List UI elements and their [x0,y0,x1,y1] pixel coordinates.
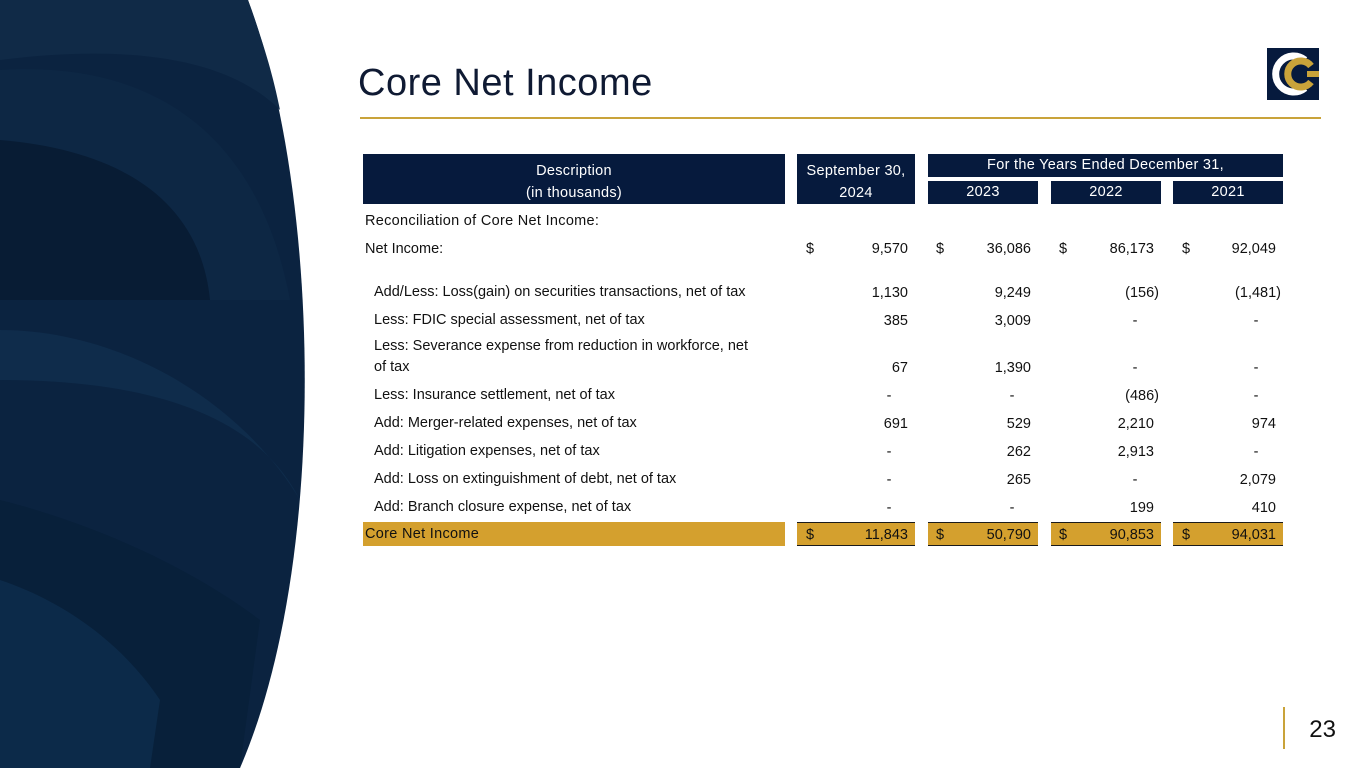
total-value-2022: 90,853 [1109,527,1154,543]
september-header-line1: September 30, [806,163,906,179]
year-2022-header: 2022 [1051,181,1161,204]
row-label: Less: Insurance settlement, net of tax [374,387,615,403]
september-header-line2: 2024 [839,185,873,201]
description-header [363,154,785,204]
value-2021: 2,079 [1239,472,1276,488]
value-2023: 265 [1006,472,1031,488]
value-2021: - [1253,360,1259,376]
dollar-sign: $ [1059,241,1068,257]
value-2022: - [1132,360,1138,376]
value-2021: 974 [1251,416,1276,432]
row-label: Add: Branch closure expense, net of tax [374,499,632,515]
background-logo-art [0,0,320,768]
value-sep-2024: - [886,500,892,516]
value-2023: - [1009,500,1015,516]
description-header-subtitle: (in thousands) [525,185,623,201]
row-label-line1: Less: Severance expense from reduction in workforce, net [374,338,748,354]
dollar-sign: $ [936,527,945,543]
value-2021: 410 [1251,500,1276,516]
value-2022: 2,210 [1117,416,1154,432]
total-value-2023: 50,790 [986,527,1031,543]
dollar-sign: $ [936,241,945,257]
total-value-sep-2024: 11,843 [864,527,908,543]
value-2021: (1,481) [1235,285,1281,301]
value-sep-2024: - [886,388,892,404]
value-2021: 92,049 [1231,241,1276,257]
value-2022: (486) [1125,388,1159,404]
value-sep-2024: 691 [883,416,908,432]
row-label: Add: Merger-related expenses, net of tax [374,415,637,431]
total-value-2021: 94,031 [1231,527,1276,543]
row-label: Core Net Income [365,526,480,542]
value-sep-2024: 9,570 [871,241,908,257]
row-label: Add: Litigation expenses, net of tax [374,443,600,459]
dollar-sign: $ [1182,527,1191,543]
value-sep-2024: 67 [891,360,908,376]
value-sep-2024: 1,130 [871,285,908,301]
value-2023: 529 [1006,416,1031,432]
page-number: 23 [1309,716,1336,743]
value-2023: 262 [1006,444,1031,460]
company-logo-icon [1267,48,1319,100]
value-2021: - [1253,388,1259,404]
value-2021: - [1253,444,1259,460]
page-number-divider [1283,707,1285,749]
row-label: Less: FDIC special assessment, net of tax [374,312,645,328]
description-header-title: Description [536,163,612,179]
years-ended-header: For the Years Ended December 31, [928,154,1283,177]
value-2023: 9,249 [994,285,1031,301]
value-sep-2024: 385 [883,313,908,329]
value-sep-2024: - [886,472,892,488]
dollar-sign: $ [806,527,815,543]
row-label: Add: Loss on extinguishment of debt, net of tax [374,471,677,487]
september-header [797,154,915,204]
year-2021-header: 2021 [1173,181,1283,204]
section-label: Reconciliation of Core Net Income: [365,213,600,229]
row-label: Add/Less: Loss(gain) on securities transactions, net of tax [374,284,746,300]
value-2022: - [1132,472,1138,488]
value-2023: 3,009 [994,313,1031,329]
value-2022: 86,173 [1109,241,1154,257]
value-2022: 199 [1129,500,1154,516]
slide-title: Core Net Income [358,62,653,104]
value-2023: 36,086 [986,241,1031,257]
value-2023: 1,390 [994,360,1031,376]
dollar-sign: $ [1059,527,1068,543]
title-underline [360,117,1321,119]
dollar-sign: $ [1182,241,1191,257]
value-2022: - [1132,313,1138,329]
dollar-sign: $ [806,241,815,257]
row-label-line2: of tax [374,359,410,375]
value-sep-2024: - [886,444,892,460]
value-2021: - [1253,313,1259,329]
year-2023-header: 2023 [928,181,1038,204]
value-2023: - [1009,388,1015,404]
value-2022: (156) [1125,285,1159,301]
value-2022: 2,913 [1117,444,1154,460]
row-label: Net Income: [365,241,444,257]
